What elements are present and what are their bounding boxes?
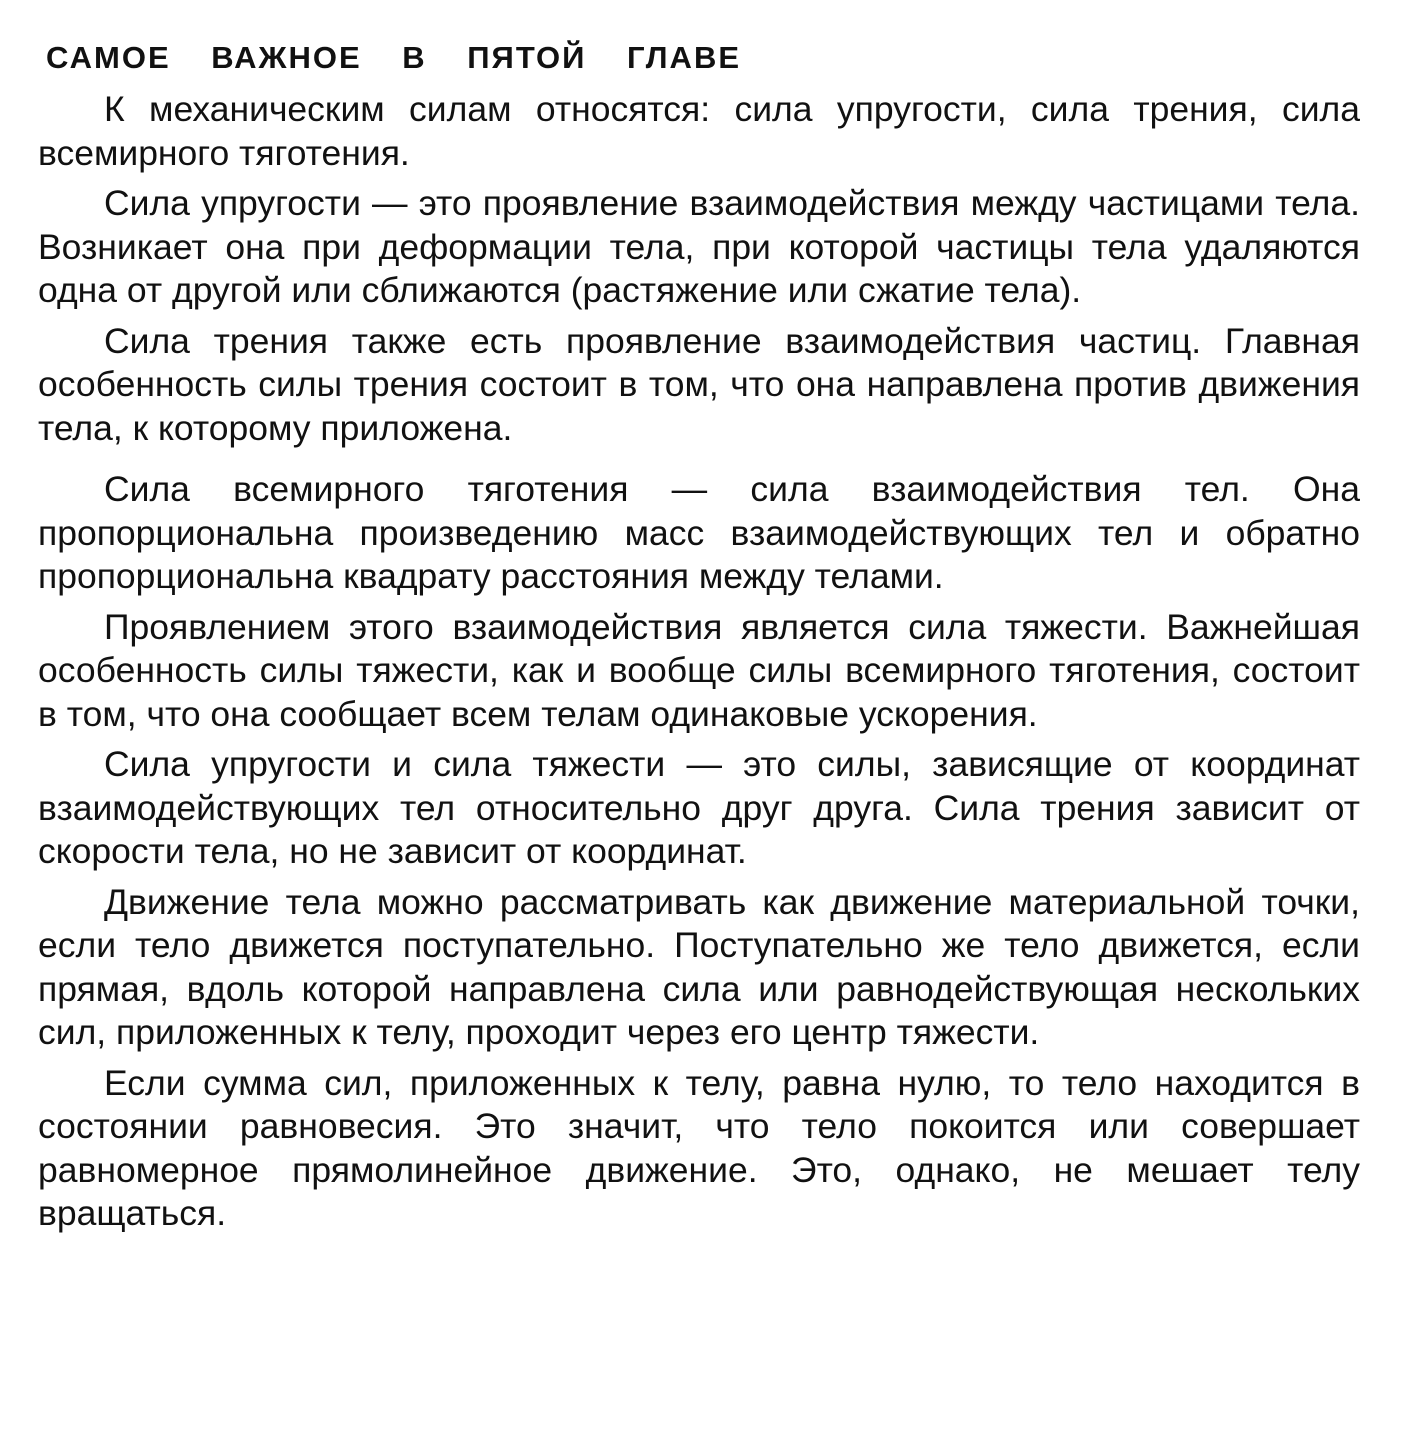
paragraph-material-point: Движение тела можно рассматривать как движение материальной точки, если тело движется поступательно. Поступательно же тело движется, если прямая, вдоль которой направлена сила или равнодействующая нескольких сил, приложенных к телу, проходит через его центр тяжести. <box>38 881 1360 1052</box>
paragraph-equilibrium: Если сумма сил, приложенных к телу, равна нулю, то тело находится в состоянии равновесия. Это значит, что тело покоится или совершает равномерное прямолинейное движение. Это, однако, не мешает телу вращаться. <box>38 1062 1360 1233</box>
paragraph-mechanical-forces: К механическим силам относятся: сила упругости, сила трения, сила всемирного тяготения. <box>38 89 1360 173</box>
summary-text <box>38 88 1360 1236</box>
paragraph-gravity: Проявлением этого взаимодействия является сила тяжести. Важнейшая особенность силы тяжести, как и вообще силы всемирного тяготения, состоит в том, что она сообщает всем телам одинаковые ускорения. <box>38 606 1360 734</box>
section-heading: САМОЕ ВАЖНОЕ В ПЯТОЙ ГЛАВЕ <box>46 40 742 75</box>
paragraph-elastic-force: Сила упругости — это проявление взаимодействия между частицами тела. Возникает она при деформации тела, при которой частицы тела удаляются одна от другой или сближаются (растяжение или сжатие тела). <box>38 183 1360 310</box>
paragraph-gravitation: Сила всемирного тяготения — сила взаимодействия тел. Она пропорциональна произведению масс взаимодействующих тел и обратно пропорциональна квадрату расстояния между телами. <box>38 469 1360 596</box>
paragraph-forces-dependence: Сила упругости и сила тяжести — это силы, зависящие от координат взаимодействующих тел относительно друг друга. Сила трения зависит от скорости тела, но не зависит от координат. <box>38 744 1360 871</box>
paragraph-friction-force: Сила трения также есть проявление взаимодействия частиц. Главная особенность силы трения состоит в том, что она направлена против движения тела, к которому приложена. <box>38 320 1360 448</box>
page <box>38 36 1360 1236</box>
